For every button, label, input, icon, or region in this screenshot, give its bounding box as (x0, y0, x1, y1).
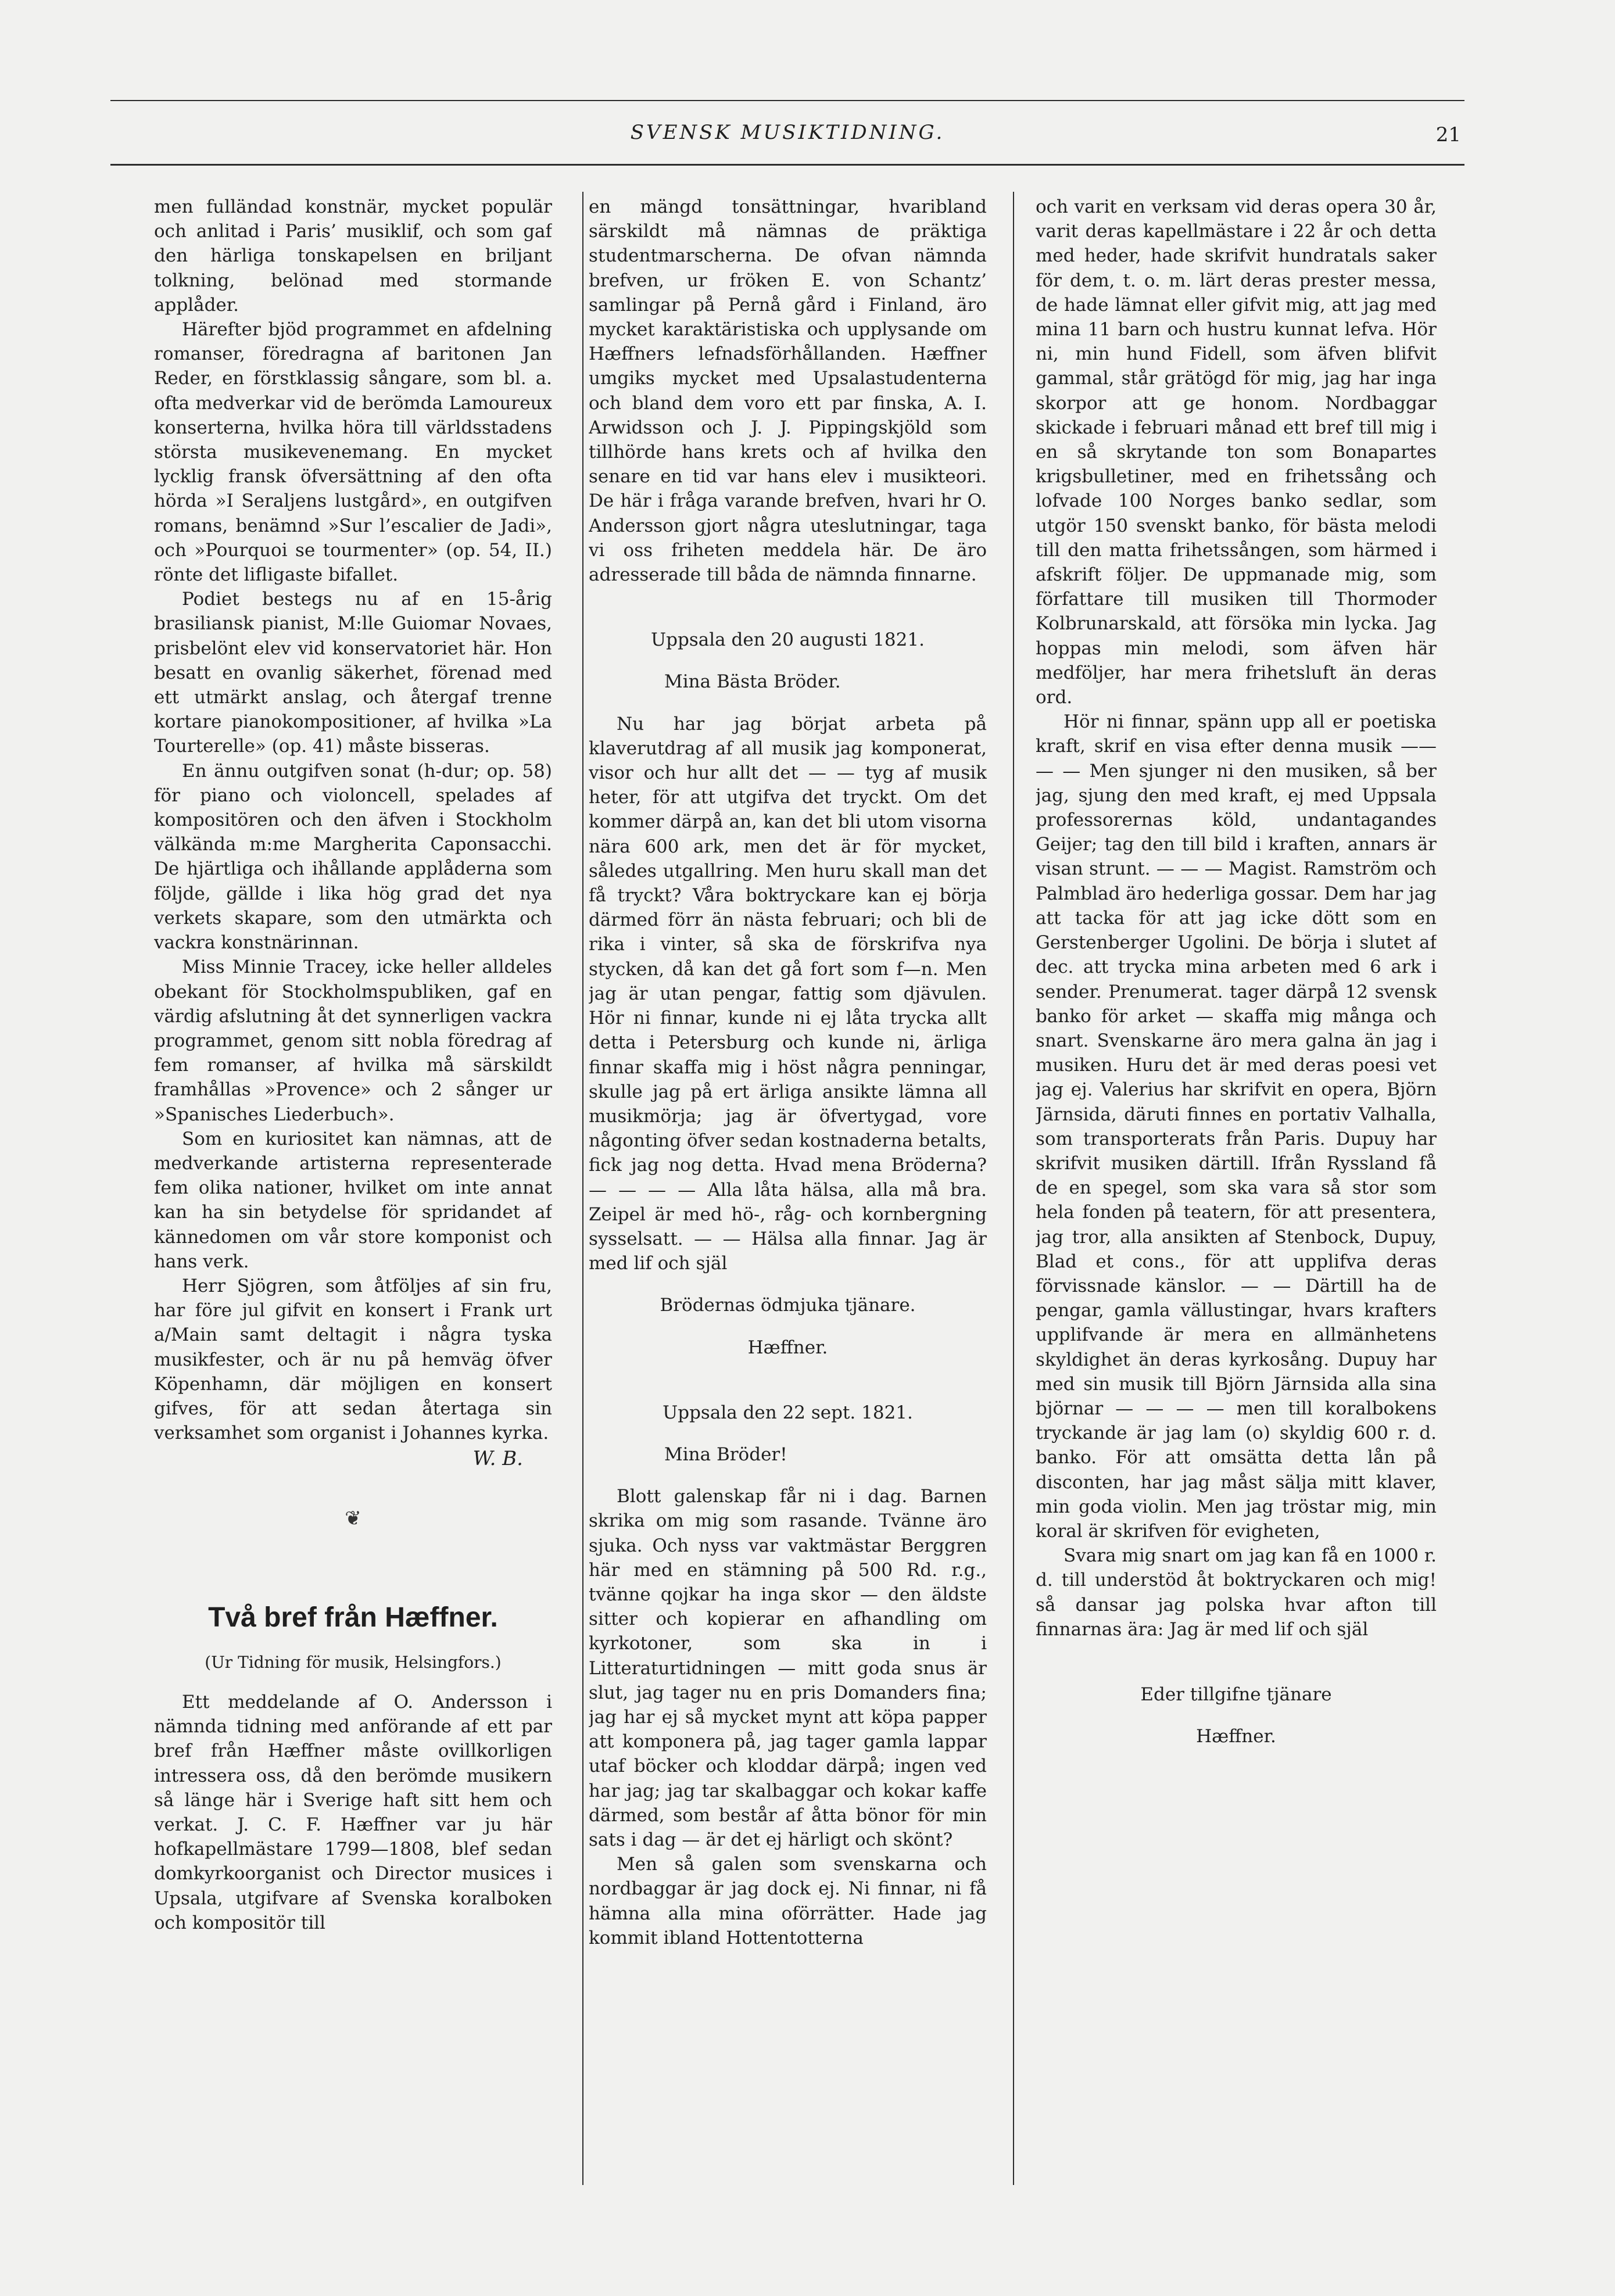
letter-closing: Eder tillgifne tjänare (1140, 1684, 1332, 1705)
paragraph: en mängd tonsättningar, hvaribland särskildt må nämnas de präktiga studentmarscherna. De ofvan nämnda brefven, ur fröken E. von Schantz’ samlingar på Pernå gård i Finland, äro mycket karaktäristiska och upplysande om Hæffners lefnadsförhållanden. Hæffner umgiks mycket med Upsalastudenterna och bland dem voro ett par finska, A. I. Arwidsson och J. J. Pippingskjöld som tillhörde hans krets och af hvilka den senare en tid var hans elev i musikteori. De här i fråga varande brefven, hvari hr O. Andersson gjort några uteslutningar, taga vi oss friheten meddela här. De äro adresserade till båda de nämnda finnarne. (589, 196, 987, 586)
column-2 (589, 195, 987, 2182)
paragraph: och varit en verksam vid deras opera 30 år, varit deras kapellmästare i 22 år och detta med heder, hade skrifvit hundratals saker för dem, t. o. m. lärt deras prester messa, de hade lämnat eller gifvit mig, att jag med mina 11 barn och hustru kunnat lefva. Hör ni, min hund Fidell, som äfven blifvit gammal, står grätögd för mig, jag har inga skorpor att ge honom. Nordbaggar skickade i februari månad ett bref till mig i en så skrytande ton som Bonapartes krigsbulletiner, med en frihetssång och lofvade 100 Norges banko sedlar, som utgör 150 svenskt banko, för bästa melodi till den matta frihetssången, som härmed i afskrift följer. De uppmanade mig, som författare till musiken till Thormoder Kolbrunarskald, att försöka min lycka. Jag hoppas min melodi, som äfven här medföljer, har mera frihetsluft än deras ord. (1036, 196, 1437, 708)
letter-signature: Hæffner. (747, 1337, 828, 1358)
letter-signature: Hæffner. (1196, 1726, 1276, 1747)
header-rule-top (110, 100, 1464, 101)
paragraph: Blott galenskap får ni i dag. Barnen skrika om mig som rasande. Tvänne äro sjuka. Och nyss var vaktmästar Berggren här med en stämning på 500 Rd. r.g., tvänne qojkar ha inga skor — den äldste sitter och kopierar en afhandling om kyrkotoner, som ska in i Litteraturtidningen — mitt goda snus är slut, jag tager nu en pris Domanders fina; jag har ej så mycket mynt att köpa papper att komponera på, jag tager gamla lappar utaf böcker och kloddar därpå; ingen ved har jag; jag tar skalbaggar och kokar kaffe därmed, som består af åtta bönor för min sats i dag — är det ej härligt och skönt? (589, 1486, 987, 1850)
letter-date: Uppsala den 20 augusti 1821. (651, 629, 925, 651)
paragraph: Svara mig snart om jag kan få en 1000 r. d. till understöd åt boktryckaren och mig! så dansar jag polska hvar afton till finnarnas ära: Jag är med lif och själ (1036, 1545, 1437, 1640)
article-subtitle: (Ur Tidning för musik, Helsingfors.) (205, 1652, 502, 1672)
paragraph: Herr Sjögren, som åtföljes af sin fru, har före jul gifvit en konsert i Frank urt a/Main samt deltagit i några tyska musikfester, och är nu på hemväg öfver Köpenhamn, där möjligen en konsert gifves, för att sedan återtaga sin verksamhet som organist i Johannes kyrka. (154, 1275, 552, 1444)
article-title: Två bref från Hæffner. (208, 1602, 498, 1633)
header-rule-bottom (110, 164, 1464, 166)
paragraph: Men så galen som svenskarna och nordbaggar är jag dock ej. Ni finnar, ni få hämna alla mina oförrätter. Hade jag kommit ibland Hottentotterna (589, 1854, 987, 1948)
paragraph: Nu har jag börjat arbeta på klaverutdrag af all musik jag komponerat, visor och hur allt det — — tyg af musik heter, för att utgifva det tryckt. Om det kommer därpå an, kan det bli utom visorna nära 600 ark, men det är för mycket, således utgallring. Men huru skall man det få tryckt? Våra boktryckare kan ej börja därmed förr än nästa februari; och bli de rika i vinter, så ska de förskrifva nya stycken, då kan det gå fort som f—n. Men jag är utan pengar, fattig som djävulen. Hör ni finnar, kunde ni ej låta trycka allt detta i Petersburg och kunde ni, ärliga finnar skaffa mig i höst några penningar, skulle jag på ert ärliga ansikte lämna all musikmörja; jag är öfvertygad, vore någonting öfver sedan kostnaderna betalts, fick jag nog detta. Hvad mena Bröderna? — — — — Alla låta hälsa, alla må bra. Zeipel är med hö-, råg- och kornbergning sysselsatt. — — Hälsa alla finnar. Jag är med lif och själ (589, 713, 987, 1274)
running-head: SVENSK MUSIKTIDNING. (630, 121, 945, 144)
column-divider-right (1013, 192, 1014, 2185)
column-divider-left (582, 192, 583, 2185)
paragraph: Miss Minnie Tracey, icke heller alldeles obekant för Stockholmspubliken, gaf en värdig afslutning åt det synnerligen vackra programmet, genom sitt nobla föredrag af fem romanser, af hvilka må särskildt framhållas »Provence» och 2 sånger ur »Spanisches Liederbuch». (154, 957, 552, 1125)
paragraph: En ännu outgifven sonat (h-dur; op. 58) för piano och violoncell, spelades af kompositören och den äfven i Stockholm välkända m:me Margherita Caponsacchi. De hjärtliga och ihållande applåderna som följde, gällde i lika hög grad det nya verkets skapare, som den utmärkta och vackra konstnärinnan. (154, 760, 552, 954)
letter-salutation: Mina Bröder! (664, 1443, 787, 1465)
page-number: 21 (1435, 123, 1461, 146)
author-signature: W. B. (472, 1447, 523, 1471)
paragraph: Podiet bestegs nu af en 15-årig brasiliansk pianist, M:lle Guiomar Novaes, prisbelönt elev vid konservatoriet här. Hon besatt en ovanlig säkerhet, förenad med ett utmärkt anslag, och återgaf trenne kortare pianokompositioner, af hvilka »La Tourterelle» (op. 41) måste bisseras. (154, 589, 552, 757)
ornament-icon: ❦ (345, 1506, 361, 1530)
paragraph: Som en kuriositet kan nämnas, att de medverkande artisterna representerade fem olika nationer, hvilket om inte annat kan ha sin betydelse för spridandet af kännedomen om vår store komponist och hans verk. (154, 1128, 552, 1272)
letter-salutation: Mina Bästa Bröder. (664, 671, 841, 693)
letter-closing: Brödernas ödmjuka tjänare. (660, 1295, 916, 1316)
paragraph: Hör ni finnar, spänn upp all er poetiska kraft, skrif en visa efter denna musik —— — — Men sjunger ni den musiken, så ber jag, sjung den med kraft, ej med Uppsala professorernas köld, undantagandes Geijer; tag den till bild i kraften, annars är visan strunt. — — — Magist. Ramström och Palmblad äro hederliga gossar. Dem har jag att tacka för att jag icke dött som en Gerstenberger Ugolini. De börja i slutet af dec. att trycka mina arbeten med 6 ark i sender. Prenumerat. tager därpå 12 svensk banko för arket — skaffa mig många och snart. Svenskarne äro mera galna än jag i musiken. Huru det är med deras poesi vet jag ej. Valerius har skrifvit en opera, Björn Järnsida, däruti finnes en portativ Valhalla, som transporterats från Paris. Dupuy har skrifvit musiken därtill. Ifrån Ryssland få de en spegel, som ska vara så stor som hela fonden på teatern, för att presentera, jag tror, alla ansikten af Stenbock, Dupuy, Blad et cons., för att upplifva deras förvissnade känslor. — — Därtill ha de pengar, gamla vällustingar, hvars krafters upplifvande är mera en allmänhetens skyldighet än deras kyrkosång. Dupuy har med sin musik till Björn Järnsida alla sina björnar — — — — men till koralbokens tryckande är jag lam (o) skyldig 600 r. d. banko. För att omsätta detta lån på disconten, har jag måst sälja mitt klaver, min goda violin. Men jag tröstar mig, min koral är skrifven för evigheten, (1036, 711, 1437, 1542)
column-3 (1036, 195, 1437, 2182)
column-1 (154, 195, 552, 2182)
letter-date: Uppsala den 22 sept. 1821. (663, 1402, 913, 1423)
paragraph: men fulländad konstnär, mycket populär och anlitad i Paris’ musiklif, och som gaf den härliga tonskapelsen en briljant tolkning, belönad med stormande applåder. (154, 196, 552, 316)
paragraph: Härefter bjöd programmet en afdelning romanser, föredragna af baritonen Jan Reder, en förstklassig sångare, som bl. a. ofta medverkar vid de berömda Lamoureux konserterna, hvilka höra till världsstadens största musikevenemang. En mycket lycklig fransk öfversättning af den ofta hörda »I Seraljens lustgård», en outgifven romans, benämnd »Sur l’escalier de Jadi», och »Pourquoi se tourmenter» (op. 54, II.) rönte det lifligaste bifallet. (154, 319, 552, 586)
paragraph: Ett meddelande af O. Andersson i nämnda tidning med anförande af ett par bref från Hæffner måste ovillkorligen intressera oss, då den berömde musikern så länge här i Sverige haft sitt hem och verkat. J. C. F. Hæffner var ju här hofkapellmästare 1799—1808, blef sedan domkyrkoorganist och Director musices i Upsala, utgifvare af Svenska koralboken och kompositör till (154, 1691, 552, 1933)
